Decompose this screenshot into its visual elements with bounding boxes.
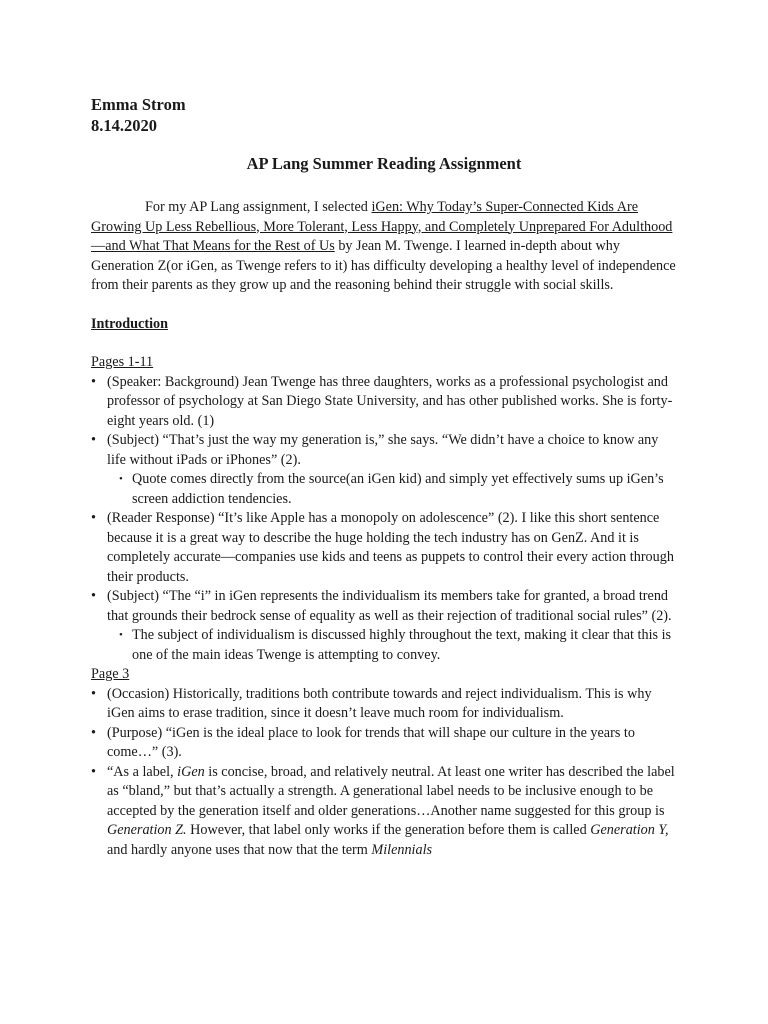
- list-item: [91, 685, 676, 724]
- intro-rest: by Jean M. Twenge. I learned in-depth about why Generation Z(or iGen, as Twenge refers to it) has difficulty developing a healthy level of independence from their parents as they grow up and the reasoning behind their struggle with social skills.: [91, 238, 676, 293]
- quote-italic: Generation Z.: [107, 822, 187, 838]
- sub-list-item-text: Quote comes directly from the source(an iGen kid) and simply yet effectively sums up iGen’s screen addiction tendencies.: [132, 471, 664, 507]
- book-title: iGen: Why Today’s Super-Connected Kids Are Growing Up Less Rebellious, More Tolerant, Less Happy, and Completely Unprepared For Adulthood—and What That Means for the Rest of Us: [91, 199, 673, 254]
- sub-list: [107, 626, 676, 665]
- author-name: Emma Strom: [91, 95, 186, 114]
- section-heading: Introduction: [91, 315, 168, 332]
- bullet-list-page-3: [91, 685, 676, 861]
- intro-paragraph: [91, 198, 676, 296]
- list-item: [91, 587, 676, 665]
- quote-italic: Milennials: [371, 841, 433, 858]
- author-block: [91, 94, 186, 136]
- list-item: [91, 763, 676, 861]
- quote-text: “As a label,: [107, 763, 178, 780]
- quote-text: and hardly anyone uses that now that the term: [107, 841, 372, 858]
- sub-list-item: [107, 470, 676, 509]
- list-item: [91, 724, 676, 763]
- list-item-text: (Subject) “The “i” in iGen represents the individualism its members take for granted, a broad trend that grounds their bedrock sense of equality as well as their rejection of traditional social rules” (2).: [107, 588, 672, 624]
- list-item-text: (Reader Response) “It’s like Apple has a monopoly on adolescence” (2). I like this short sentence because it is a great way to describe the huge holding the tech industry has on GenZ. And it is completely accurate—companies use kids and teens as puppets to control their every action through their products.: [107, 510, 674, 585]
- quote-italic: iGen: [177, 763, 205, 780]
- pages-heading-1: Pages 1-11: [91, 354, 154, 370]
- sub-list-item: [107, 626, 676, 665]
- document-title: AP Lang Summer Reading Assignment: [246, 154, 522, 173]
- quote-text: However, that label only works if the generation before them is called: [186, 822, 591, 838]
- quote-italic: Generation Y,: [590, 822, 669, 838]
- quote-text: is concise, broad, and relatively neutral. At least one writer has described the label as “bland,” but that’s actually a strength. A generational label needs to be inclusive enough to be accepted by the generation itself and older generations…Another name suggested for this group is: [107, 763, 675, 819]
- list-item-text: (Subject) “That’s just the way my generation is,” she says. “We didn’t have a choice to know any life without iPads or iPhones” (2).: [107, 432, 659, 468]
- bullet-list-pages-1-11: [91, 373, 676, 666]
- list-item-text: (Occasion) Historically, traditions both contribute towards and reject individualism. This is why iGen aims to erase tradition, since it doesn’t leave much room for individualism.: [107, 685, 652, 721]
- list-item-text: (Speaker: Background) Jean Twenge has three daughters, works as a professional psychologist and professor of psychology at San Diego State University, and has other published works. She is forty-eight years old. (1): [107, 373, 673, 429]
- intro-lead: For my AP Lang assignment, I selected: [145, 199, 372, 215]
- list-item: [91, 373, 676, 432]
- list-item: [91, 431, 676, 509]
- pages-heading-2: Page 3: [91, 666, 130, 682]
- sub-list: [107, 470, 676, 509]
- list-item: [91, 509, 676, 587]
- submission-date: 8.14.2020: [91, 116, 157, 135]
- document-body: [91, 198, 676, 860]
- list-item-text: (Purpose) “iGen is the ideal place to look for trends that will shape our culture in the years to come…” (3).: [107, 724, 635, 760]
- sub-list-item-text: The subject of individualism is discussed highly throughout the text, making it clear that this is one of the main ideas Twenge is attempting to convey.: [132, 627, 672, 663]
